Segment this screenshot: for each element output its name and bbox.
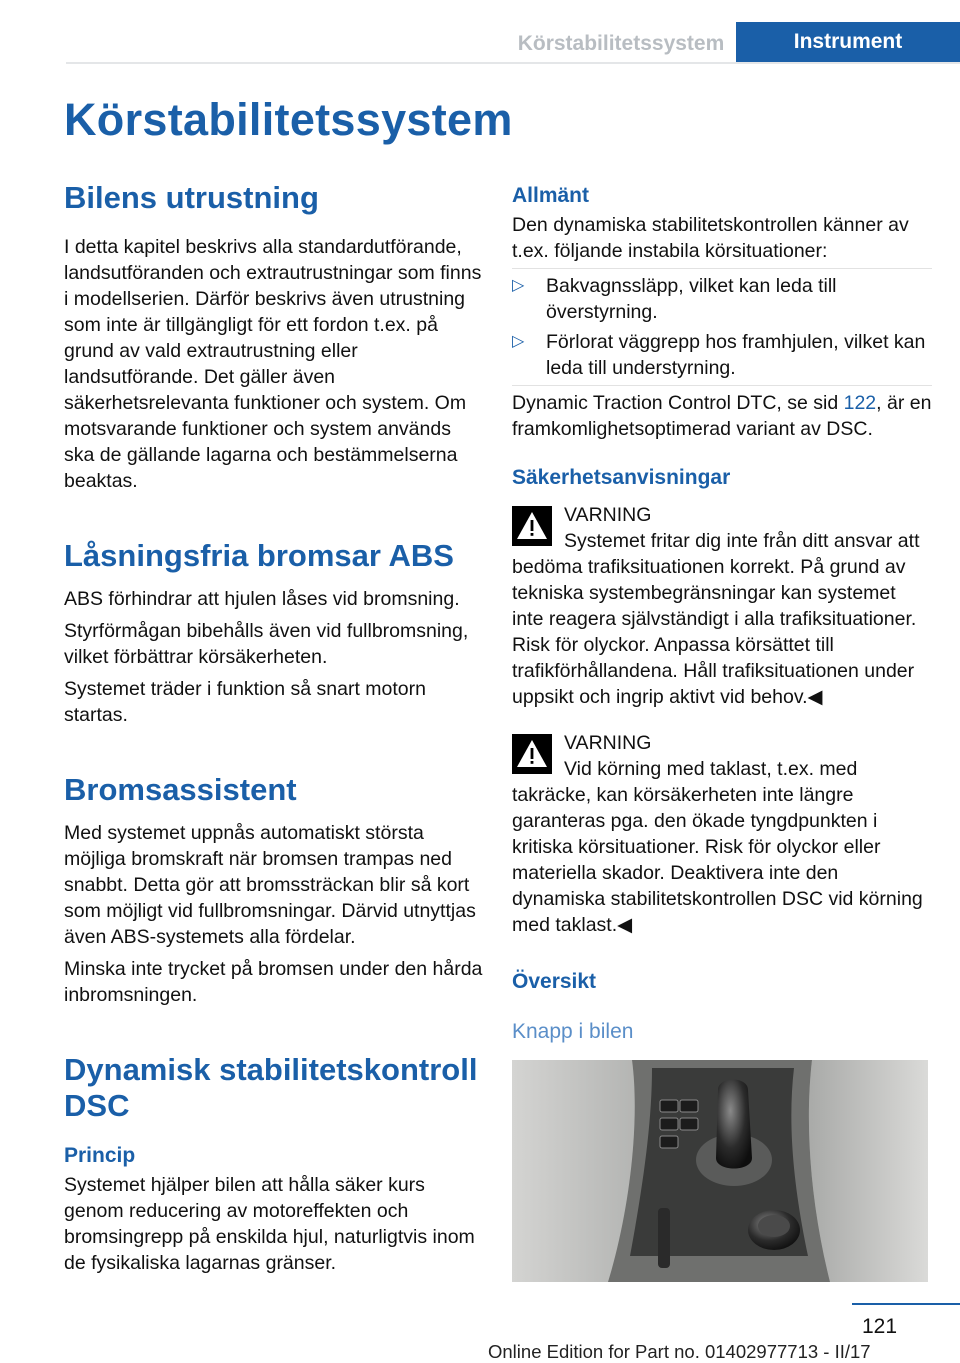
list-item-text: Bakvagnssläpp, vilket kan leda till överstyrning. bbox=[546, 275, 837, 323]
paragraph-allmant: Den dynamiska stabilitetskontrollen känner av t.ex. följande instabila körsituationer: bbox=[512, 214, 909, 262]
header-divider bbox=[66, 62, 960, 64]
edition-text: Online Edition for Part no. 01402977713 - II/17 bbox=[488, 1341, 871, 1362]
paragraph-abs-3: Systemet träder i funktion så snart motorn startas. bbox=[64, 678, 426, 726]
warning-text-1: Systemet fritar dig inte från ditt ansvar att bedöma trafiksituationen korrekt. På grund av tekniska systembegränsningar kan systemet inte reagera självständigt i alla trafiksituationer. Risk för olyckor. Anpassa körsättet till trafikförhållandena. Håll trafiksituationen under uppsikt och ingrip aktivt vid behov.◀ bbox=[512, 530, 920, 708]
dtc-text: Dynamic Traction Control DTC, se sid bbox=[512, 392, 844, 414]
subsection-title-oversikt: Översikt bbox=[512, 970, 597, 993]
left-column bbox=[64, 180, 484, 1276]
subsection-title-knapp: Knapp i bilen bbox=[512, 1020, 634, 1043]
subsection-title-princip: Princip bbox=[64, 1144, 136, 1167]
section-title-utrustning: Bilens utrustning bbox=[64, 180, 319, 215]
paragraph-princip: Systemet hjälper bilen att hålla säker kurs genom reducering av motoreffekten och bromsingrepp på enskilda hjul, naturligtvis inom de fysikaliska lagarnas gränser. bbox=[64, 1174, 475, 1274]
warning-label-1: VARNING bbox=[564, 504, 652, 526]
page-title: Körstabilitetssystem bbox=[64, 94, 513, 145]
page-number: 121 bbox=[862, 1315, 898, 1338]
page-link-122[interactable]: 122 bbox=[843, 392, 877, 414]
warning-label-2: VARNING bbox=[564, 732, 652, 754]
list-item bbox=[512, 273, 932, 325]
list-item bbox=[512, 329, 932, 381]
subsection-title-sakerhet: Säkerhetsanvisningar bbox=[512, 466, 731, 489]
list-divider bbox=[512, 268, 932, 269]
dtc-text-end: , är en framkomlighetsoptimerad variant av DSC. bbox=[512, 392, 932, 440]
list-item-text: Förlorat väggrepp hos framhjulen, vilket kan leda till understyrning. bbox=[546, 331, 926, 379]
paragraph-bromsassistent-2: Minska inte trycket på bromsen under den hårda inbromsningen. bbox=[64, 958, 483, 1006]
warning-triangle-icon bbox=[512, 506, 552, 546]
subsection-title-allmant: Allmänt bbox=[512, 184, 590, 207]
section-title-dsc: Dynamisk stabilitetskontroll DSC bbox=[64, 1052, 478, 1123]
footer-divider bbox=[852, 1303, 960, 1305]
list-divider bbox=[512, 385, 932, 386]
header-chapter-tab[interactable]: Instrument bbox=[736, 22, 960, 62]
section-title-bromsassistent: Bromsassistent bbox=[64, 772, 297, 807]
warning-text-2: Vid körning med taklast, t.ex. med takräcke, kan körsäkerheten inte längre garanteras pga. den ökade tyngdpunkten i kritiska körsituationer. Risk för olyckor eller materiella skador. Deaktivera inte den dynamiska stabilitetskontrollen DSC vid körning med taklast.◀ bbox=[512, 758, 923, 936]
section-title-abs: Låsningsfria bromsar ABS bbox=[64, 538, 454, 573]
triangle-bullet-icon: ▷ bbox=[512, 333, 525, 350]
right-column bbox=[512, 182, 932, 1282]
header-section-tab[interactable]: Körstabilitetssystem bbox=[517, 32, 725, 55]
paragraph-abs-2: Styrförmågan bibehålls även vid fullbromsning, vilket förbättrar körsäkerheten. bbox=[64, 620, 469, 668]
paragraph-utrustning: I detta kapitel beskrivs alla standardutförande, landsutföranden och extrautrustningar som finns i modellserien. Därför beskrivs även utrustning som inte är tillgängligt för ett fordon t.ex. på grund av vald extrautrustning eller landsutförande. Det gäller även säkerhetsrelevanta funktioner och system. Om motsvarande funktioner och system används ska de gällande lagarna och bestämmelserna beaktas. bbox=[64, 236, 482, 492]
car-console-photo bbox=[512, 1060, 928, 1282]
center-console-image bbox=[512, 1060, 928, 1282]
warning-triangle-icon bbox=[512, 734, 552, 774]
instability-list bbox=[512, 273, 932, 381]
paragraph-bromsassistent-1: Med systemet uppnås automatiskt största möjliga bromskraft när bromsen trampas ned snabbt. Detta gör att bromssträckan blir så kort som möjligt vid fullbromsningar. Därvid utnyttjas även ABS-systemets alla fördelar. bbox=[64, 822, 476, 948]
paragraph-abs-1: ABS förhindrar att hjulen låses vid bromsning. bbox=[64, 588, 460, 610]
warning-block-2 bbox=[512, 730, 932, 938]
paragraph-dtc bbox=[512, 390, 932, 442]
warning-block-1 bbox=[512, 502, 932, 710]
triangle-bullet-icon: ▷ bbox=[512, 277, 525, 294]
